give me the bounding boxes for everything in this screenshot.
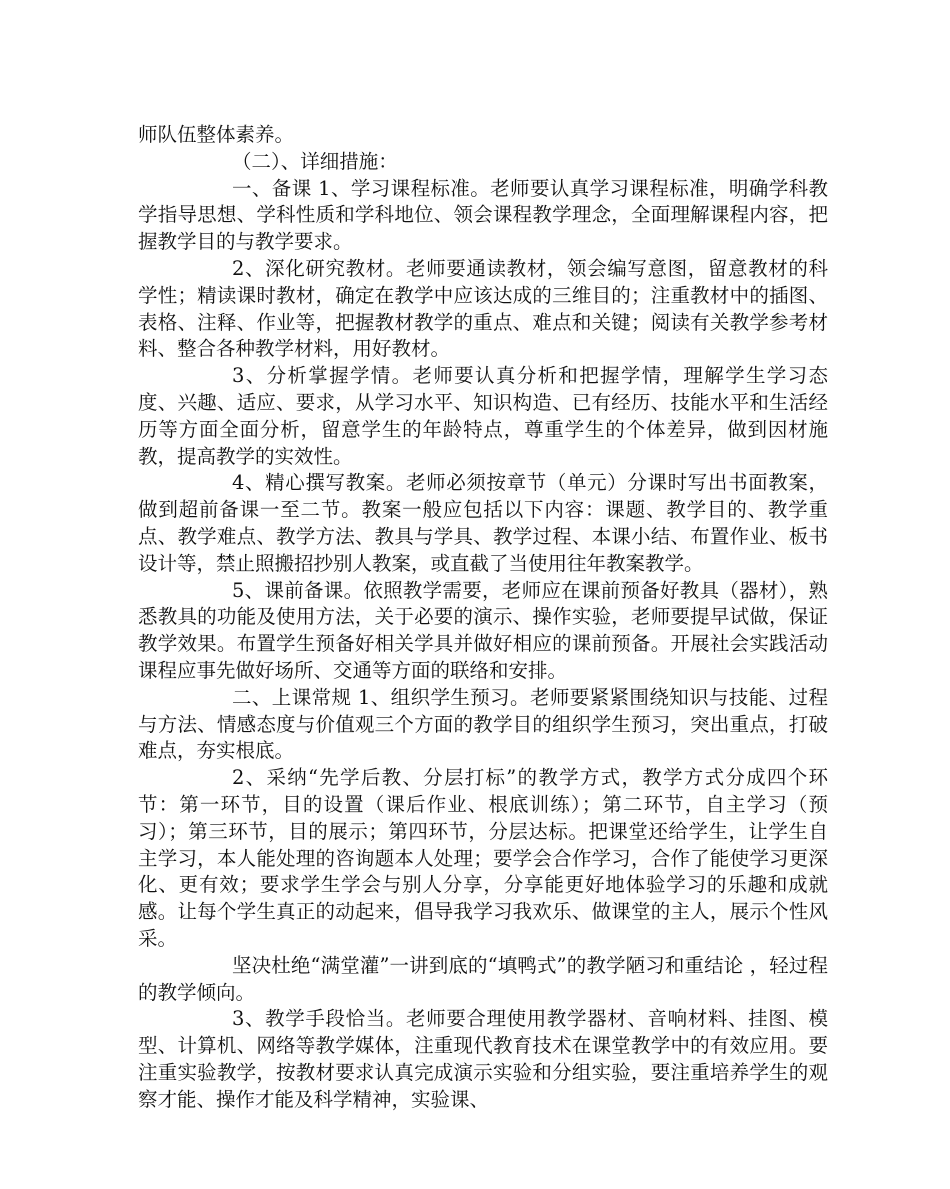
paragraph: 二、上课常规 1、组织学生预习。老师要紧紧围绕知识与技能、过程与方法、情感态度与价值观三个方面的教学目的组织学生预习，突出重点，打破难点，夯实根底。 xyxy=(138,685,828,763)
paragraph: 3、教学手段恰当。老师要合理使用教学器材、音响材料、挂图、模型、计算机、网络等教学媒体，注重现代教育技术在课堂教学中的有效应用。要注重实验教学，按教材要求认真完成演示实验和分组实验，要注重培养学生的观察才能、操作才能及科学精神，实验课、 xyxy=(138,1007,828,1111)
paragraph: 师队伍整体素养。 xyxy=(138,123,295,146)
section-heading: （二）、详细措施： xyxy=(232,149,398,173)
paragraph: 坚决杜绝“满堂灌”一讲到底的“填鸭式”的教学陋习和重结论 ，轻过程的教学倾向。 xyxy=(138,953,828,1004)
paragraph: 一、备课 1、学习课程标准。老师要认真学习课程标准，明确学科教学指导思想、学科性质和学科地位、领会课程教学理念，全面理解课程内容，把握教学目的与教学要求。 xyxy=(138,176,828,254)
paragraph: 2、深化研究教材。老师要通读教材，领会编写意图，留意教材的科学性；精读课时教材，确定在教学中应该达成的三维目的；注重教材中的插图、表格、注释、作业等，把握教材教学的重点、难点和关键；阅读有关教学参考材料、整合各种教学材料，用好教材。 xyxy=(138,256,828,361)
paragraph: 5、课前备课。依照教学需要，老师应在课前预备好教具（器材），熟悉教具的功能及使用方法，关于必要的演示、操作实验，老师要提早试做，保证教学效果。布置学生预备好相关学具并做好相应的课前预备。开展社会实践活动课程应事先做好场所、交通等方面的联络和安排。 xyxy=(138,578,828,682)
document-body xyxy=(138,122,828,1113)
paragraph: 2、采纳“先学后教、分层打标”的教学方式，教学方式分成四个环节：第一环节，目的设置（课后作业、根底训练）；第二环节，自主学习（预习）；第三环节，目的展示；第四环节，分层达标。把课堂还给学生，让学生自主学习，本人能处理的咨询题本人处理；要学会合作学习，合作了能使学习更深化、更有效；要求学生学会与别人分享，分享能更好地体验学习的乐趣和成就感。让每个学生真正的动起来，倡导我学习我欢乐、做课堂的主人，展示个性风采。 xyxy=(138,766,828,950)
paragraph: 3、分析掌握学情。老师要认真分析和把握学情，理解学生学习态度、兴趣、适应、要求，从学习水平、知识构造、已有经历、技能水平和生活经历等方面全面分析，留意学生的年龄特点，尊重学生的个体差异，做到因材施教，提高教学的实效性。 xyxy=(138,364,828,468)
paragraph: 4、精心撰写教案。老师必须按章节（单元）分课时写出书面教案，做到超前备课一至二节。教案一般应包括以下内容：课题、教学目的、教学重点、教学难点、教学方法、教具与学具、教学过程、本课小结、布置作业、板书设计等，禁止照搬招抄别人教案，或直截了当使用往年教案教学。 xyxy=(138,471,828,575)
